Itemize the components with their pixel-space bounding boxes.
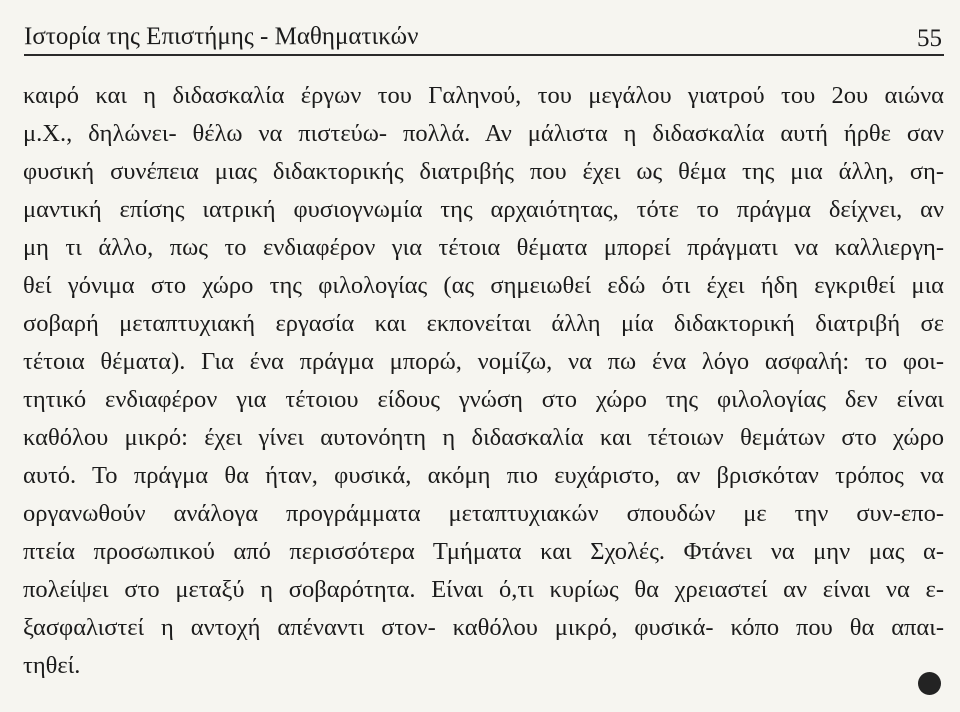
- body-text: [23, 77, 944, 685]
- text-line: μαντική επίσης ιατρική φυσιογνωμία της αρχαιότητας, τότε το πράγμα δείχνει, αν: [23, 196, 944, 223]
- running-header: [24, 22, 944, 56]
- text-line: μ.Χ., δηλώνει- θέλω να πιστεύω- πολλά. Αν μάλιστα η διδασκαλία αυτή ήρθε σαν: [23, 120, 944, 147]
- text-line: μη τι άλλο, πως το ενδιαφέρον για τέτοια θέματα μπορεί πράγματι να καλλιεργη-: [23, 234, 944, 261]
- text-line: αυτό. Το πράγμα θα ήταν, φυσικά, ακόμη πιο ευχάριστο, αν βρισκόταν τρόπος να: [23, 462, 944, 489]
- page-number: 55: [917, 25, 942, 52]
- text-line: τέτοια θέματα). Για ένα πράγμα μπορώ, νομίζω, να πω ένα λόγο ασφαλή: το φοι-: [23, 348, 944, 375]
- running-title: Ιστορία της Επιστήμης - Μαθηματικών: [24, 23, 419, 50]
- text-line: σοβαρή μεταπτυχιακή εργασία και εκπονείται άλλη μία διδακτορική διατριβή σε: [23, 310, 944, 337]
- text-line: καθόλου μικρό: έχει γίνει αυτονόητη η διδασκαλία και τέτοιων θεμάτων στο χώρο: [23, 424, 944, 451]
- text-line: πολείψει στο μεταξύ η σοβαρότητα. Είναι ό,τι κυρίως θα χρειαστεί αν είναι να ε-: [23, 576, 944, 603]
- text-line: φυσική συνέπεια μιας διδακτορικής διατριβής που έχει ως θέμα της μια άλλη, ση-: [23, 158, 944, 185]
- text-line: καιρό και η διδασκαλία έργων του Γαληνού, του μεγάλου γιατρού του 2ου αιώνα: [23, 82, 944, 109]
- text-line: θεί γόνιμα στο χώρο της φιλολογίας (ας σημειωθεί εδώ ότι έχει ήδη εγκριθεί μια: [23, 272, 944, 299]
- text-line: οργανωθούν ανάλογα προγράμματα μεταπτυχιακών σπουδών με την συν-επο-: [23, 500, 944, 527]
- text-line: τητικό ενδιαφέρον για τέτοιου είδους γνώση στο χώρο της φιλολογίας δεν είναι: [23, 386, 944, 413]
- filled-circle-icon: [918, 672, 941, 695]
- text-line: τηθεί.: [23, 652, 81, 679]
- text-line: πτεία προσωπικού από περισσότερα Τμήματα και Σχολές. Φτάνει να μην μας α-: [23, 538, 944, 565]
- text-line: ξασφαλιστεί η αντοχή απέναντι στον- καθόλου μικρό, φυσικά- κόπο που θα απαι-: [23, 614, 944, 641]
